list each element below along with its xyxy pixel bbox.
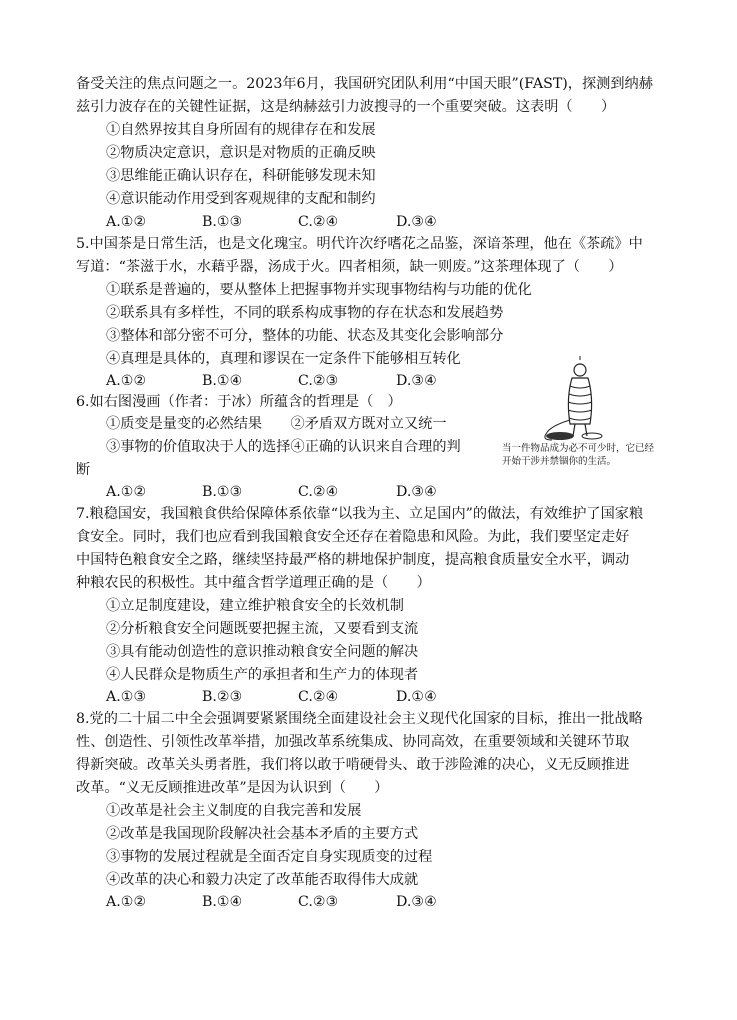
q6-options-row-2: ③事物的价值取决于人的选择④正确的认识来自合理的判: [106, 439, 461, 455]
q7-option-4: ④人民群众是物质生产的承担者和生产力的体现者: [106, 667, 419, 683]
q6-stem: 6.如右图漫画（作者：于冰）所蕴含的哲理是（ ）: [76, 394, 402, 410]
q8-option-1: ①改革是社会主义制度的自我完善和发展: [106, 803, 362, 819]
q7-option-1: ①立足制度建设，建立维护粮食安全的长效机制: [106, 598, 404, 614]
q4-option-2: ②物质决定意识，意识是对物质的正确反映: [106, 145, 376, 161]
q8-option-4: ④改革的决心和毅力决定了改革能否取得伟大成就: [106, 872, 419, 888]
q8-stem-line-4: 改革。“义无反顾推进改革”是因为认识到（ ）: [76, 780, 389, 796]
q4-stem-line-1: 备受关注的焦点问题之一。2023年6月，我国研究团队利用“中国天眼”(FAST)，探测到纳赫: [76, 76, 653, 92]
q6-options-row-1: ①质变是量变的必然结果 ②矛盾双方既对立又统一: [106, 416, 447, 432]
q4-option-4: ④意识能动作用受到客观规律的支配和制约: [106, 191, 376, 207]
q7-stem-line-1: 7.粮稳国安，我国粮食供给保障体系依靠“以我为主、立足国内”的做法，有效维护了国家粮: [76, 506, 644, 522]
q6-answer-b: B.①③: [202, 484, 243, 500]
q4-option-1: ①自然界按其自身所固有的规律存在和发展: [106, 122, 376, 138]
q8-answer-c: C.②③: [298, 894, 339, 910]
q6-options-row-3: 断: [76, 462, 91, 478]
q4-answer-d: D.③④: [396, 214, 437, 230]
q8-answer-d: D.③④: [396, 894, 437, 910]
q5-answer-c: C.②③: [298, 373, 339, 389]
q5-option-3: ③整体和部分密不可分，整体的功能、状态及其变化会影响部分: [106, 328, 504, 344]
q4-answer-b: B.①③: [202, 214, 243, 230]
q5-answer-b: B.①④: [202, 373, 243, 389]
q4-answer-c: C.②④: [298, 214, 339, 230]
q8-answer-b: B.①④: [202, 894, 243, 910]
q8-stem-line-1: 8.党的二十届二中全会强调要紧紧围绕全面建设社会主义现代化国家的目标，推出一批战略: [76, 711, 643, 727]
q4-option-3: ③思维能正确认识存在，科研能够发现未知: [106, 168, 376, 184]
q7-answer-c: C.②④: [298, 689, 339, 705]
q5-answer-a: A.①②: [106, 373, 147, 389]
q5-stem-line-2: 写道：“茶滋于水，水藉乎器，汤成于火。四者相须，缺一则废。”这茶理体现了（ ）: [76, 259, 623, 275]
q8-option-3: ③事物的发展过程就是全面否定自身实现质变的过程: [106, 849, 433, 865]
q7-answer-a: A.①③: [106, 689, 147, 705]
q5-option-4: ④真理是具体的，真理和谬误在一定条件下能够相互转化: [106, 351, 461, 367]
q8-answer-a: A.①②: [106, 894, 147, 910]
q7-stem-line-2: 食安全。同时，我们也应看到我国粮食安全还存在着隐患和风险。为此，我们要坚定走好: [76, 529, 630, 545]
q5-answer-d: D.③④: [396, 373, 437, 389]
q8-stem-line-2: 性、创造性、引领性改革举措，加强改革系统集成、协同高效，在重要领域和关键环节取: [76, 734, 630, 750]
cartoon-caption: 当一件物品成为必不可少时，它已经开始干涉并禁锢你的生活。: [502, 443, 655, 467]
q7-option-2: ②分析粮食安全问题既要把握主流，又要看到支流: [106, 621, 419, 637]
q5-option-2: ②联系具有多样性，不同的联系构成事物的存在状态和发展趋势: [106, 305, 504, 321]
q6-answer-d: D.③④: [396, 484, 437, 500]
q7-stem-line-3: 中国特色粮食安全之路，继续坚持最严格的耕地保护制度，提高粮食质量安全水平，调动: [76, 552, 630, 568]
q7-answer-b: B.②③: [202, 689, 243, 705]
q5-stem-line-1: 5.中国茶是日常生活，也是文化瑰宝。明代许次纾嗜花之品鉴，深谙茶理，他在《茶疏》中: [76, 236, 643, 252]
q4-stem-line-2: 兹引力波存在的关键性证据，这是纳赫兹引力波搜寻的一个重要突破。这表明（ ）: [76, 99, 616, 115]
q5-option-1: ①联系是普遍的，要从整体上把握事物并实现事物结构与功能的优化: [106, 282, 532, 298]
q8-stem-line-3: 得新突破。改革关头勇者胜，我们将以敢于啃硬骨头、敢于涉险滩的决心，义无反顾推进: [76, 757, 630, 773]
q4-answer-a: A.①②: [106, 214, 147, 230]
q8-option-2: ②改革是我国现阶段解决社会基本矛盾的主要方式: [106, 826, 419, 842]
q7-answer-d: D.①④: [396, 689, 437, 705]
q6-answer-c: C.②④: [298, 484, 339, 500]
q7-option-3: ③具有能动创造性的意识推动粮食安全问题的解决: [106, 644, 419, 660]
q6-answer-a: A.①②: [106, 484, 147, 500]
q7-stem-line-4: 种粮农民的积极性。其中蕴含哲学道理正确的是（ ）: [76, 575, 431, 591]
